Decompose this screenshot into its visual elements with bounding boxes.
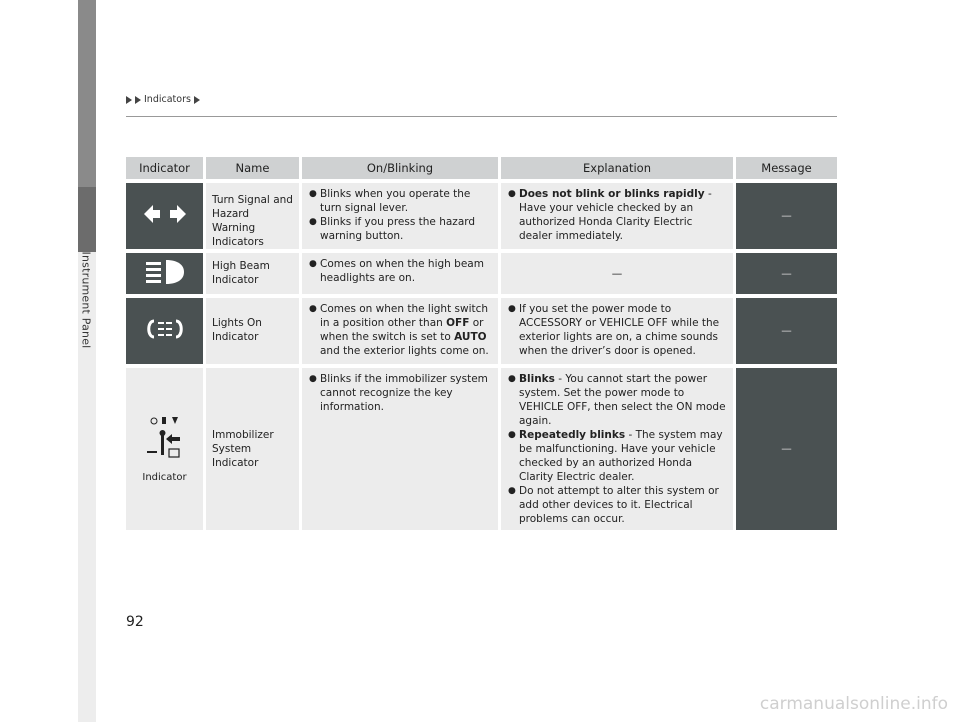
list-item: ● Do not attempt to alter this system or add other devices to it. Electrical problems can occur.: [507, 484, 727, 526]
list-item: ● If you set the power mode to ACCESSORY or VEHICLE OFF while the exterior lights are on, a chime sounds when the driver’s door is opened.: [507, 302, 727, 358]
explanation-cell: —: [498, 253, 733, 294]
breadcrumb-arrow-icon: [194, 96, 200, 104]
breadcrumb: [126, 94, 200, 105]
turn-signal-arrows-icon: [144, 204, 186, 224]
immobilizer-icon: [144, 413, 186, 465]
explanation-cell: [498, 368, 733, 530]
name-cell: Turn Signal and Hazard Warning Indicators: [203, 183, 299, 249]
indicator-cell: [126, 253, 203, 294]
high-beam-icon: [144, 259, 186, 285]
section-label: Instrument Panel: [79, 251, 93, 349]
on-blinking-cell: [299, 298, 498, 364]
table-row: [126, 183, 837, 249]
section-tab: [78, 0, 96, 722]
message-cell: —: [733, 368, 837, 530]
name-cell: High Beam Indicator: [203, 253, 299, 294]
list-item: ● Comes on when the light switch in a position other than OFF or when the switch is set to AUTO and the exterior lights come on.: [308, 302, 492, 358]
lights-on-icon: [143, 318, 187, 340]
watermark: carmanualsonline.info: [759, 694, 948, 714]
on-blinking-cell: [299, 368, 498, 530]
indicator-table: [126, 153, 837, 534]
message-cell: —: [733, 298, 837, 364]
on-blinking-cell: [299, 183, 498, 249]
on-blinking-cell: [299, 253, 498, 294]
list-item: ● Repeatedly blinks - The system may be malfunctioning. Have your vehicle checked by an authorized Honda Clarity Electric dealer.: [507, 428, 727, 484]
header-explanation: Explanation: [498, 157, 733, 179]
breadcrumb-arrow-icon: [126, 96, 132, 104]
header-message: Message: [733, 157, 837, 179]
table-row: [126, 253, 837, 294]
page-number: 92: [126, 614, 144, 630]
table-row: [126, 368, 837, 530]
explanation-cell: [498, 298, 733, 364]
table-header-row: [126, 157, 837, 179]
breadcrumb-arrow-icon: [135, 96, 141, 104]
list-item: ● Comes on when the high beam headlights are on.: [308, 257, 492, 285]
message-cell: —: [733, 253, 837, 294]
indicator-cell: [126, 183, 203, 249]
name-cell: Immobilizer System Indicator: [203, 368, 299, 530]
list-item: ● Blinks if the immobilizer system cannot recognize the key information.: [308, 372, 492, 414]
message-cell: —: [733, 183, 837, 249]
header-name: Name: [203, 157, 299, 179]
indicator-cell: [126, 368, 203, 530]
table-row: [126, 298, 837, 364]
header-indicator: Indicator: [126, 157, 203, 179]
list-item: ● Blinks when you operate the turn signal lever.: [308, 187, 492, 215]
list-item: ● Does not blink or blinks rapidly - Have your vehicle checked by an authorized Honda Clarity Electric dealer immediately.: [507, 187, 727, 243]
name-cell: Lights On Indicator: [203, 298, 299, 364]
list-item: ● Blinks - You cannot start the power system. Set the power mode to VEHICLE OFF, then select the ON mode again.: [507, 372, 727, 428]
breadcrumb-link[interactable]: Indicators: [144, 94, 191, 105]
icon-caption: Indicator: [142, 472, 187, 483]
indicator-cell: [126, 298, 203, 364]
header-on-blinking: On/Blinking: [299, 157, 498, 179]
list-item: ● Blinks if you press the hazard warning button.: [308, 215, 492, 243]
explanation-cell: [498, 183, 733, 249]
header-rule: [126, 116, 837, 117]
